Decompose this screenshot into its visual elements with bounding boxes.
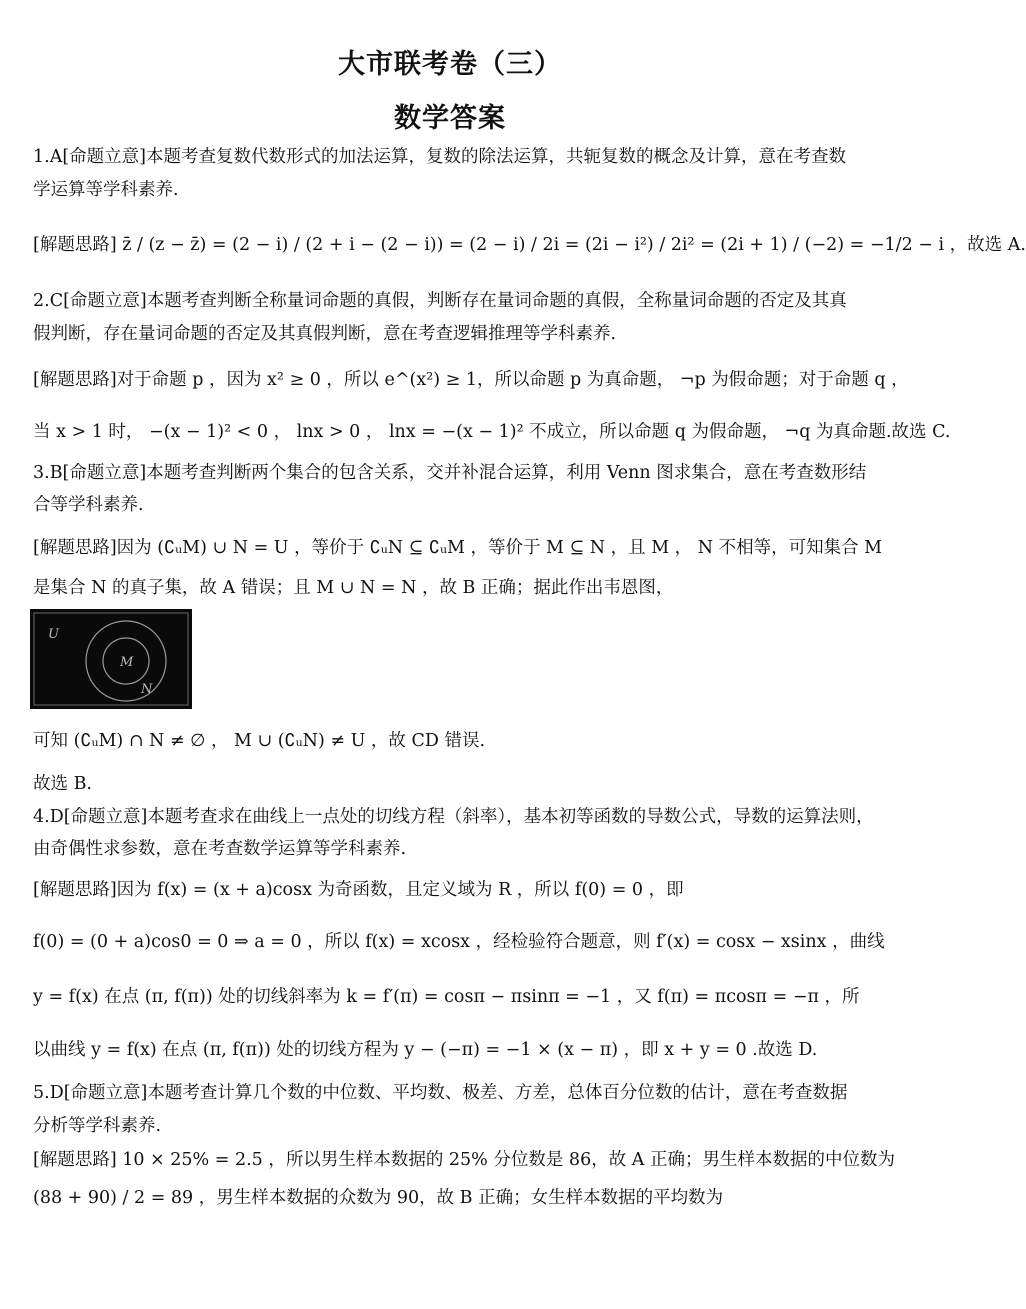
venn-label-u: U bbox=[48, 627, 59, 642]
venn-label-n: N bbox=[141, 682, 153, 697]
venn-label-m: M bbox=[120, 655, 134, 670]
venn-diagram bbox=[30, 609, 192, 709]
formula-line: y = f(x) 在点 (π, f(π)) 处的切线斜率为 k = f′(π) = cosπ − πsinπ = −1 ，又 f(π) = πcosπ = −π ，所 bbox=[33, 987, 860, 1007]
text-line: 2.C[命题立意]本题考查判断全称量词命题的真假，判断存在量词命题的真假，全称量词命题的否定及其真 bbox=[33, 291, 847, 311]
formula-line: [解题思路] z̄ / (z − z̄) = (2 − i) / (2 + i − (2 − i)) = (2 − i) / 2i = (2i − i²) / 2i² = (2i + 1) / (−2) = −1/2 − i ，故选 A. bbox=[33, 235, 1026, 255]
text-line: 5.D[命题立意]本题考查计算几个数的中位数、平均数、极差、方差，总体百分位数的估计，意在考查数据 bbox=[33, 1083, 848, 1103]
text-line: 3.B[命题立意]本题考查判断两个集合的包含关系，交并补混合运算，利用 Venn 图求集合，意在考查数形结 bbox=[33, 463, 867, 483]
text-line: 假判断，存在量词命题的否定及其真假判断，意在考查逻辑推理等学科素养. bbox=[33, 324, 617, 344]
formula-line: (88 + 90) / 2 = 89 ，男生样本数据的众数为 90，故 B 正确；女生样本数据的平均数为 bbox=[33, 1188, 724, 1208]
formula-line: 以曲线 y = f(x) 在点 (π, f(π)) 处的切线方程为 y − (−π) = −1 × (x − π) ，即 x + y = 0 .故选 D. bbox=[33, 1040, 818, 1060]
formula-line: [解题思路]对于命题 p ，因为 x² ≥ 0 ，所以 e^(x²) ≥ 1，所以命题 p 为真命题， ¬p 为假命题；对于命题 q ， bbox=[33, 370, 909, 390]
formula-line: [解题思路] 10 × 25% = 2.5 ，所以男生样本数据的 25% 分位数是 86，故 A 正确；男生样本数据的中位数为 bbox=[33, 1150, 895, 1170]
text-line: 4.D[命题立意]本题考查求在曲线上一点处的切线方程（斜率），基本初等函数的导数公式，导数的运算法则， bbox=[33, 807, 874, 827]
formula-line: [解题思路]因为 (∁ᵤM) ∪ N = U ，等价于 ∁ᵤN ⊆ ∁ᵤM ，等价于 M ⊆ N ，且 M ， N 不相等，可知集合 M bbox=[33, 538, 883, 558]
text-line: 分析等学科素养. bbox=[33, 1116, 162, 1136]
text-line: 1.A[命题立意]本题考查复数代数形式的加法运算，复数的除法运算，共轭复数的概念及计算，意在考查数 bbox=[33, 147, 846, 167]
formula-line: [解题思路]因为 f(x) = (x + a)cosx 为奇函数，且定义域为 R ，所以 f(0) = 0 ，即 bbox=[33, 880, 684, 900]
page-subtitle: 数学答案 bbox=[394, 103, 506, 134]
text-line: 学运算等学科素养. bbox=[33, 180, 179, 200]
formula-line: 当 x > 1 时， −(x − 1)² < 0 ， lnx > 0 ， lnx = −(x − 1)² 不成立，所以命题 q 为假命题， ¬q 为真命题.故选 C. bbox=[33, 422, 951, 442]
page-title: 大市联考卷（三） bbox=[338, 49, 562, 80]
text-line: 合等学科素养. bbox=[33, 495, 144, 515]
formula-line: f(0) = (0 + a)cos0 = 0 ⇒ a = 0 ，所以 f(x) = xcosx ，经检验符合题意，则 f′(x) = cosx − xsinx ，曲线 bbox=[33, 932, 885, 952]
formula-line: 是集合 N 的真子集，故 A 错误；且 M ∪ N = N ，故 B 正确；据此作出韦恩图， bbox=[33, 578, 674, 598]
text-line: 由奇偶性求参数，意在考查数学运算等学科素养. bbox=[33, 839, 407, 859]
text-line: 故选 B. bbox=[33, 774, 92, 794]
formula-line: 可知 (∁ᵤM) ∩ N ≠ ∅ ， M ∪ (∁ᵤN) ≠ U ，故 CD 错误. bbox=[33, 731, 486, 751]
